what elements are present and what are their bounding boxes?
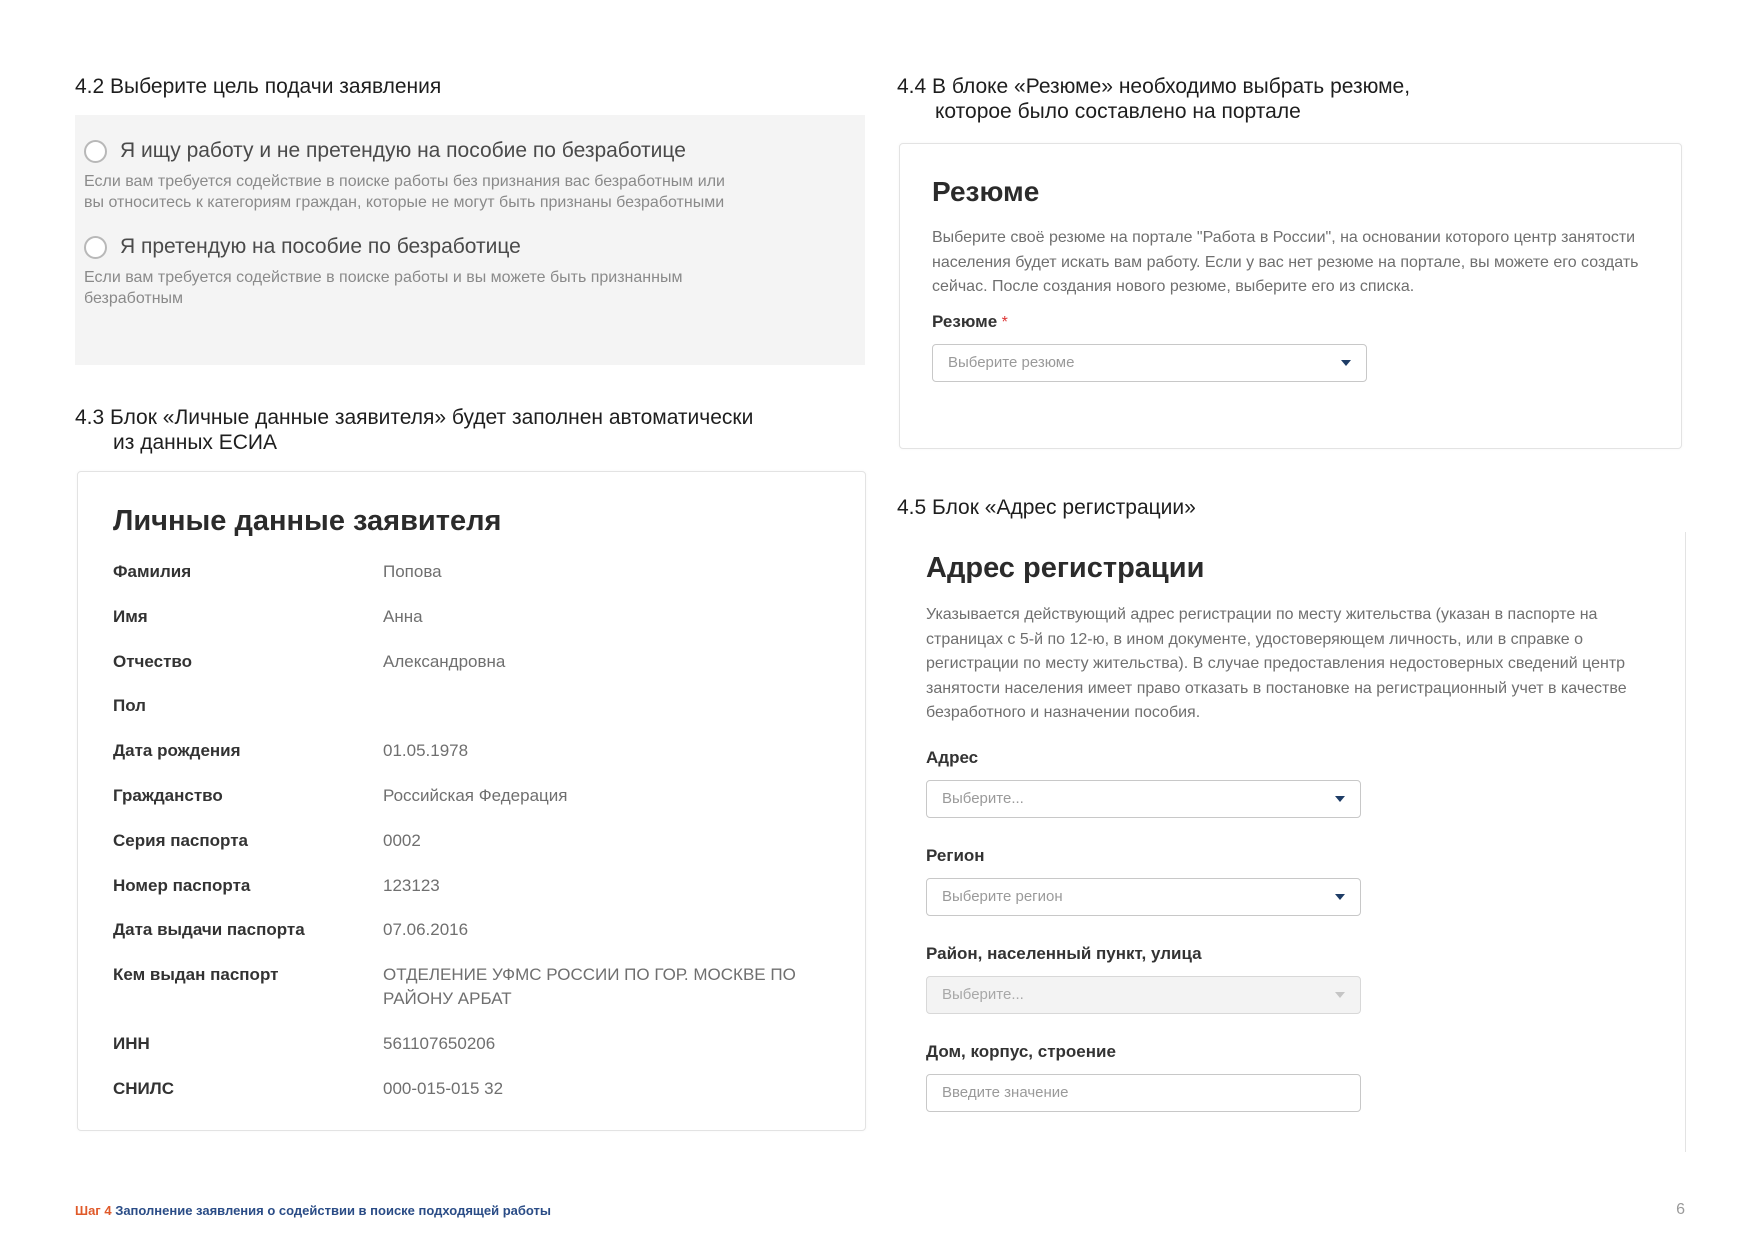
personal-data-row (113, 829, 829, 853)
personal-data-card (77, 471, 866, 1131)
resume-field-label (932, 312, 1651, 332)
section-title-line: из данных ЕСИА (113, 431, 278, 454)
personal-data-row (113, 1077, 829, 1101)
radio-label[interactable]: Я претендую на пособие по безработице (120, 235, 521, 258)
select-placeholder: Выберите... (942, 986, 1024, 1003)
row-value: Попова (383, 562, 442, 581)
field-label: Резюме (932, 311, 998, 331)
personal-data-row (113, 650, 829, 674)
personal-data-row (113, 963, 829, 1011)
resume-card (899, 143, 1682, 449)
footer (75, 1203, 551, 1218)
section-title-line: которое было составлено на портале (935, 100, 1301, 123)
row-value: 0002 (383, 830, 421, 850)
row-value (383, 694, 823, 718)
section-title-4-4 (897, 74, 1410, 124)
goal-option-job-search[interactable] (84, 139, 855, 163)
chevron-down-icon[interactable] (1335, 894, 1345, 900)
section-title-line: 4.4 В блоке «Резюме» необходимо выбрать резюме, (897, 75, 1411, 98)
row-label: Кем выдан паспорт (113, 965, 279, 985)
section-title-4-5: 4.5 Блок «Адрес регистрации» (897, 496, 1196, 519)
row-label: Пол (113, 696, 146, 716)
row-value: 000-015-015 32 (383, 1078, 504, 1098)
section-title-4-2: 4.2 Выберите цель подачи заявления (75, 75, 442, 98)
select-placeholder: Выберите резюме (948, 354, 1075, 371)
personal-data-row (113, 605, 829, 629)
address-description: Указывается действующий адрес регистрации по месту жительства (указан в паспорте на страницах с 5-й по 12-ю, в ином документе, удостоверяющем личность, или в справке о регистрации по месту жительства). В случае предоставления недостоверных сведений центр занятости населения имеет право отказать в постановке на регистрационный учет в качестве безработного и назначении пособия. (926, 606, 1627, 721)
radio-button-icon[interactable] (84, 140, 107, 163)
region-select[interactable] (926, 878, 1361, 916)
resume-description: Выберите своё резюме на портале "Работа в России", на основании которого центр занятости населения будет искать вам работу. Если у вас нет резюме на портале, вы можете его создать сейчас. После создания нового резюме, выберите его из списка. (932, 229, 1639, 295)
district-field-label: Район, населенный пункт, улица (926, 943, 1202, 963)
page-number: 6 (1676, 1201, 1685, 1218)
section-title-line: 4.3 Блок «Личные данные заявителя» будет заполнен автоматически (75, 406, 754, 429)
radio-label[interactable]: Я ищу работу и не претендую на пособие по безработице (120, 139, 686, 162)
row-value: 123123 (383, 875, 440, 895)
row-value: Александровна (383, 651, 506, 671)
chevron-down-icon[interactable] (1341, 360, 1351, 366)
address-field-label: Адрес (926, 747, 979, 767)
chevron-down-icon[interactable] (1335, 992, 1345, 998)
radio-description: Если вам требуется содействие в поиске работы без признания вас безработным или вы относитесь к категориям граждан, которые не могут быть признаны безработными (84, 173, 725, 211)
personal-data-row (113, 784, 829, 808)
row-value: ОТДЕЛЕНИЕ УФМС РОССИИ ПО ГОР. МОСКВЕ ПО РАЙОНУ АРБАТ (383, 965, 796, 1009)
row-label: Фамилия (113, 562, 192, 581)
radio-button-icon[interactable] (84, 236, 107, 259)
region-field-label: Регион (926, 845, 985, 865)
footer-step: Шаг 4 (75, 1203, 112, 1218)
input-placeholder: Введите значение (942, 1084, 1069, 1101)
row-label: Имя (113, 606, 148, 626)
row-value: 561107650206 (383, 1033, 496, 1053)
house-input[interactable] (926, 1074, 1361, 1112)
resume-title: Резюме (932, 176, 1040, 207)
row-value: 01.05.1978 (383, 741, 469, 761)
required-mark: * (1001, 313, 1008, 331)
row-value: Анна (383, 606, 423, 626)
goal-option-unemployment-benefit[interactable] (84, 235, 855, 259)
personal-data-row (113, 739, 829, 763)
personal-data-title: Личные данные заявителя (113, 505, 502, 537)
select-placeholder: Выберите регион (942, 888, 1063, 905)
house-field-label: Дом, корпус, строение (926, 1041, 1116, 1061)
personal-data-row (113, 1032, 829, 1056)
personal-data-row (113, 874, 829, 898)
address-select[interactable] (926, 780, 1361, 818)
address-card (896, 532, 1686, 1152)
select-placeholder: Выберите... (942, 790, 1024, 807)
row-label: Отчество (113, 651, 193, 671)
personal-data-row (113, 560, 829, 584)
row-label: Гражданство (113, 785, 223, 805)
row-value: 07.06.2016 (383, 920, 469, 940)
radio-description: Если вам требуется содействие в поиске работы и вы можете быть признанным безработным (84, 269, 683, 307)
resume-select[interactable] (932, 344, 1367, 382)
personal-data-row (113, 694, 829, 718)
footer-text: Заполнение заявления о содействии в поиске подходящей работы (115, 1203, 551, 1218)
goal-panel (75, 115, 865, 365)
row-label: Серия паспорта (113, 830, 248, 850)
row-label: СНИЛС (113, 1078, 174, 1098)
address-title: Адрес регистрации (926, 552, 1205, 584)
personal-data-list (113, 560, 829, 1101)
row-value: Российская Федерация (383, 785, 568, 805)
personal-data-row (113, 918, 829, 942)
chevron-down-icon[interactable] (1335, 796, 1345, 802)
district-select[interactable] (926, 976, 1361, 1014)
section-title-4-3 (75, 405, 753, 455)
row-label: Дата рождения (113, 741, 241, 761)
row-label: Номер паспорта (113, 875, 251, 895)
row-label: Дата выдачи паспорта (113, 920, 305, 940)
row-label: ИНН (113, 1033, 150, 1053)
